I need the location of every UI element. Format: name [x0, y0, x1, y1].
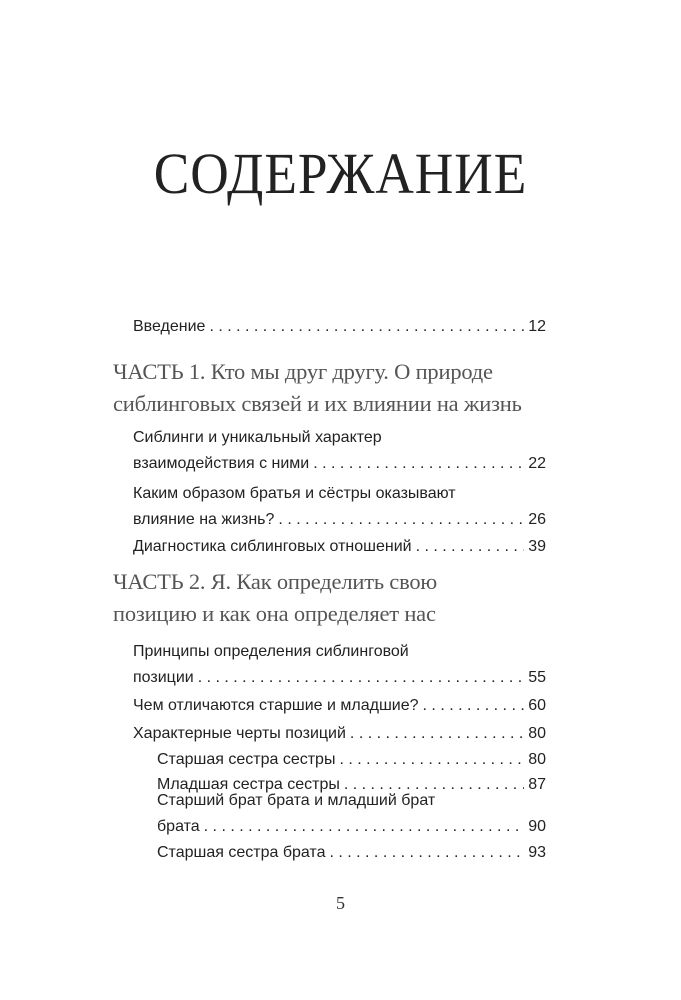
entry-page: 80: [528, 751, 546, 768]
dot-leader: [339, 747, 524, 773]
entry-page: 55: [528, 669, 546, 686]
toc-entry-intro[interactable]: [133, 314, 546, 340]
entry-title: брата: [157, 818, 200, 835]
part-heading-line: позицию и как она определяет нас: [113, 601, 436, 626]
entry-title: Принципы определения сиблинговой: [133, 643, 409, 660]
toc-entry[interactable]: [133, 693, 546, 719]
entry-page: 26: [528, 511, 546, 528]
entry-page: 93: [528, 844, 546, 861]
dot-leader: [329, 840, 524, 866]
dot-leader: [198, 665, 525, 691]
entry-title: Введение: [133, 318, 206, 335]
entry-title: взаимодействия с ними: [133, 455, 310, 472]
dot-leader: [350, 721, 524, 747]
entry-title: Характерные черты позиций: [133, 725, 346, 742]
entry-title: Старший брат брата и младший брат: [157, 792, 436, 809]
entry-title: Чем отличаются старшие и младшие?: [133, 697, 419, 714]
part-heading-line: ЧАСТЬ 1. Кто мы друг другу. О природе: [113, 359, 493, 384]
toc-subentry[interactable]: [157, 840, 546, 866]
entry-title: Сиблинги и уникальный характер: [133, 429, 382, 446]
toc-subentry[interactable]: [157, 788, 546, 840]
part-heading-line: сиблинговых связей и их влиянии на жизнь: [113, 391, 522, 416]
dot-leader: [278, 507, 524, 533]
part-2-heading[interactable]: [113, 566, 437, 630]
dot-leader: [204, 814, 525, 840]
page-number: 5: [336, 893, 345, 913]
entry-page: 80: [528, 725, 546, 742]
entry-title: Каким образом братья и сёстры оказывают: [133, 485, 456, 502]
entry-page: 60: [528, 697, 546, 714]
toc-entry[interactable]: [133, 721, 546, 747]
entry-title: Диагностика сиблинговых отношений: [133, 538, 412, 555]
entry-page: 90: [528, 818, 546, 835]
toc-entry[interactable]: [133, 639, 546, 691]
page-title: СОДЕРЖАНИЕ: [153, 141, 528, 206]
dot-leader: [313, 451, 524, 477]
entry-title: позиции: [133, 669, 194, 686]
toc-entry[interactable]: [133, 534, 546, 560]
entry-page: 22: [528, 455, 546, 472]
entry-title: влияние на жизнь?: [133, 511, 275, 528]
toc-subentry[interactable]: [157, 747, 546, 773]
part-heading-line: ЧАСТЬ 2. Я. Как определить свою: [113, 569, 438, 594]
entry-page: 12: [528, 318, 546, 335]
entry-title: Старшая сестра сестры: [157, 751, 336, 768]
part-1-heading[interactable]: [113, 356, 522, 420]
entry-page: 87: [528, 776, 546, 793]
dot-leader: [423, 693, 525, 719]
entry-page: 39: [528, 538, 546, 555]
dot-leader: [209, 314, 524, 340]
dot-leader: [416, 534, 525, 560]
toc-entry[interactable]: [133, 481, 546, 533]
toc-entry[interactable]: [133, 425, 546, 477]
entry-title: Старшая сестра брата: [157, 844, 326, 861]
entry-title: Младшая сестра сестры: [157, 776, 340, 793]
